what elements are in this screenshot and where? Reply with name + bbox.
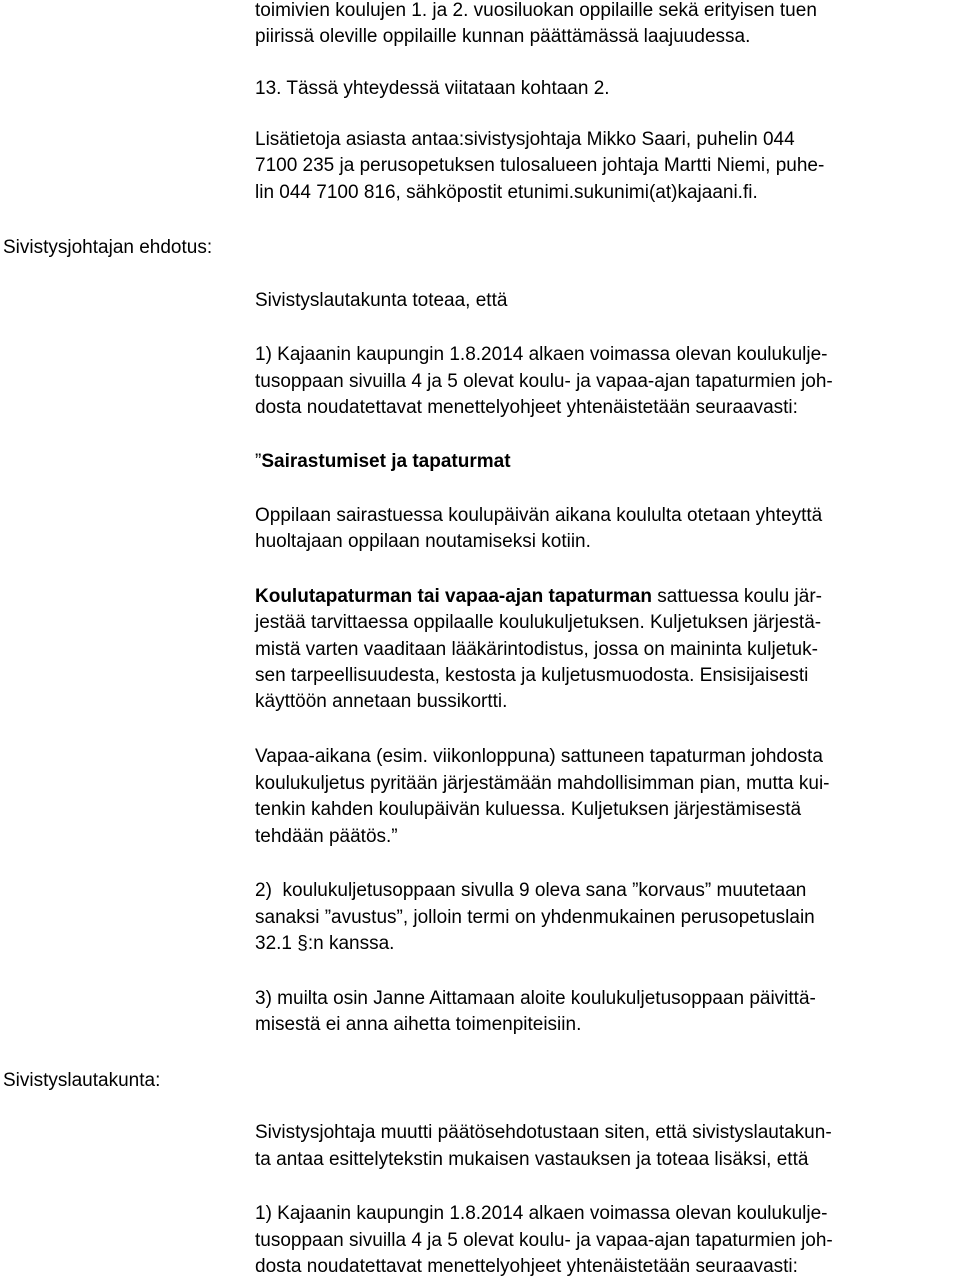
text-line: Sivistysjohtaja muutti päätösehdotustaan siten, että sivistyslautakun- <box>255 1122 832 1143</box>
bold-phrase: Koulutapaturman tai vapaa-ajan tapaturman <box>255 586 652 607</box>
text-line: koulukuljetus pyritään järjestämään mahdollisimman pian, mutta kui- <box>255 773 830 794</box>
text-line: käyttöön annetaan bussikortti. <box>255 691 508 712</box>
text-line: Sivistyslautakunta toteaa, että <box>255 290 508 311</box>
text-line: Koulutapaturman tai vapaa-ajan tapaturman sattuessa koulu jär- <box>255 586 822 607</box>
text-line: 2) koulukuljetusoppaan sivulla 9 oleva sana ”korvaus” muutetaan <box>255 880 807 901</box>
text-line: sanaksi ”avustus”, jolloin termi on yhdenmukainen perusopetuslain <box>255 907 815 928</box>
text-line: mistä varten vaaditaan lääkärintodistus, jossa on maininta kuljetuk- <box>255 639 818 660</box>
text-line: lin 044 7100 816, sähköpostit etunimi.sukunimi(at)kajaani.fi. <box>255 182 758 203</box>
text-line: 1) Kajaanin kaupungin 1.8.2014 alkaen voimassa olevan koulukulje- <box>255 344 828 365</box>
text-line: Oppilaan sairastuessa koulupäivän aikana koululta otetaan yhteyttä <box>255 505 823 526</box>
text-line: tehdään päätös.” <box>255 826 398 847</box>
text-line: tusoppaan sivuilla 4 ja 5 olevat koulu- ja vapaa-ajan tapaturmien joh- <box>255 1230 833 1251</box>
opening-quote: ” <box>255 451 262 472</box>
text-line: 13. Tässä yhteydessä viitataan kohtaan 2. <box>255 78 610 99</box>
text-line: 7100 235 ja perusopetuksen tulosalueen johtaja Martti Niemi, puhe- <box>255 155 825 176</box>
text-line: jestää tarvittaessa oppilaalle koulukuljetuksen. Kuljetuksen järjestä- <box>255 612 822 633</box>
text-line: dosta noudatettavat menettelyohjeet yhtenäistetään seuraavasti: <box>255 397 798 418</box>
text-line: tusoppaan sivuilla 4 ja 5 olevat koulu- ja vapaa-ajan tapaturmien joh- <box>255 371 833 392</box>
text-line: toimivien koulujen 1. ja 2. vuosiluokan oppilaille sekä erityisen tuen <box>255 0 817 21</box>
side-label-board: Sivistyslautakunta: <box>3 1070 161 1091</box>
section-heading-text: Sairastumiset ja tapaturmat <box>261 451 511 472</box>
text-line: misestä ei anna aihetta toimenpiteisiin. <box>255 1014 582 1035</box>
text-line: sen tarpeellisuudesta, kestosta ja kuljetusmuodosta. Ensisijaisesti <box>255 665 809 686</box>
text-line: tenkin kahden koulupäivän kuluessa. Kuljetuksen järjestämisestä <box>255 799 802 820</box>
text-line: ta antaa esittelytekstin mukaisen vastauksen ja toteaa lisäksi, että <box>255 1149 809 1170</box>
text-line: piirissä oleville oppilaille kunnan päättämässä laajuudessa. <box>255 26 751 47</box>
text-line: 32.1 §:n kanssa. <box>255 933 395 954</box>
text-line: 3) muilta osin Janne Aittamaan aloite koulukuljetusoppaan päivittä- <box>255 988 816 1009</box>
text-line: huoltajaan oppilaan noutamiseksi kotiin. <box>255 531 591 552</box>
text-line: Vapaa-aikana (esim. viikonloppuna) sattuneen tapaturman johdosta <box>255 746 823 767</box>
text-line: 1) Kajaanin kaupungin 1.8.2014 alkaen voimassa olevan koulukulje- <box>255 1203 828 1224</box>
text-line: Lisätietoja asiasta antaa:sivistysjohtaja Mikko Saari, puhelin 044 <box>255 129 795 150</box>
side-label-proposal: Sivistysjohtajan ehdotus: <box>3 237 213 258</box>
section-heading <box>255 449 511 475</box>
text-line: dosta noudatettavat menettelyohjeet yhtenäistetään seuraavasti: <box>255 1256 798 1277</box>
